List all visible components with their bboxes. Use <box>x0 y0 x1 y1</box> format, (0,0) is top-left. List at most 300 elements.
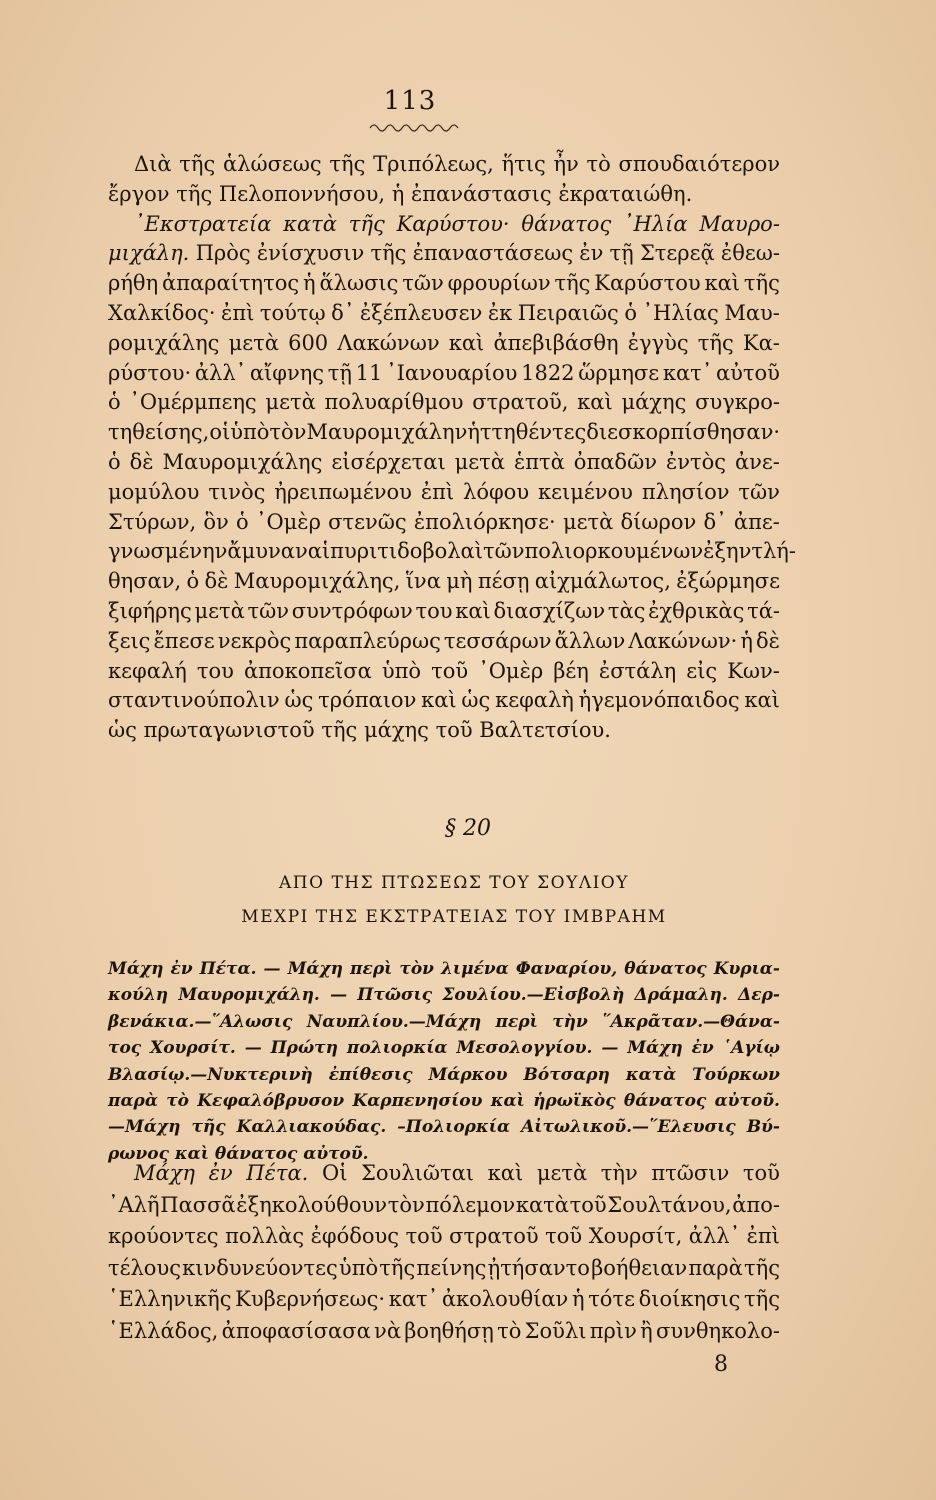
word: Τούρκων <box>692 1064 780 1085</box>
word: Διὰ <box>134 152 172 176</box>
word: στρατοῦ <box>449 1224 539 1248</box>
word: Χαλκίδος· <box>108 300 216 325</box>
word: ἐν <box>579 241 604 266</box>
text-line <box>108 982 780 1008</box>
word: τοῦ <box>435 718 480 743</box>
text-line <box>108 329 780 359</box>
word: ᾐτήσαντο <box>487 1255 590 1280</box>
word: Μάχη <box>627 1038 683 1059</box>
word: τῆς <box>191 1117 226 1138</box>
word: Καρύστου· <box>396 211 510 236</box>
word: ἐστάλη <box>598 658 677 683</box>
word: τῆς <box>176 181 219 206</box>
word: — <box>263 959 281 979</box>
word: δὲ <box>755 628 780 653</box>
word: ᾿Ομέρμπεης <box>129 390 257 415</box>
word: ἐκραταιώθη. <box>558 181 693 206</box>
word: διασχίζων <box>493 598 606 623</box>
word: ἐξώρμησε <box>676 569 780 594</box>
word: καὶ <box>490 1090 525 1111</box>
word: τὸ <box>497 1318 522 1343</box>
word: ἐπίθεσις <box>328 1064 413 1085</box>
text-line <box>108 567 780 597</box>
word: τὸ <box>586 152 611 176</box>
word: βοήθειαν <box>591 1255 688 1280</box>
word: ἐπανάστασις <box>410 181 559 206</box>
word: πτῶσιν <box>651 1161 730 1185</box>
word: Δερ- <box>738 985 780 1006</box>
word: τούτῳ <box>259 300 326 325</box>
word: μετὰ <box>194 598 245 623</box>
word: ἐξέπλευσεν <box>359 300 483 325</box>
word: ἡ <box>740 628 753 653</box>
word: πέσῃ <box>477 569 530 594</box>
word: του <box>196 658 234 683</box>
word: γνωσμένην <box>108 539 228 564</box>
word: βοηθήσῃ <box>404 1318 494 1343</box>
word: κατὰ <box>515 1192 569 1217</box>
word: τοῦ <box>405 1224 443 1248</box>
word: ὀπαδῶν <box>573 449 657 474</box>
word: ἐθεω- <box>720 241 780 266</box>
word: ὑπὸ <box>230 420 270 445</box>
text-line <box>108 716 780 746</box>
word: Τριπόλεως, <box>373 152 494 176</box>
text-line <box>108 1088 780 1114</box>
word: κατὰ <box>625 1064 677 1085</box>
word: αἱ <box>307 539 331 564</box>
word: Κων- <box>727 658 780 683</box>
section-mark: § 20 <box>445 816 491 841</box>
word: ἦν <box>553 152 579 176</box>
text-line <box>108 657 780 687</box>
word: Σουλίου.—Εἰσβολὴ <box>442 985 625 1006</box>
word: ᾿Ομὲρ <box>478 658 544 683</box>
word: καὶ <box>421 688 457 713</box>
word: Πελοποννήσου, <box>218 181 392 206</box>
word: τὸν <box>387 1192 425 1217</box>
word: τῆς <box>329 152 366 176</box>
word: θάνατος <box>214 1143 304 1164</box>
word: ἐν <box>208 1161 233 1185</box>
word: καὶ <box>455 598 491 623</box>
word: Βλασίῳ.—Νυκτερινὴ <box>108 1064 313 1085</box>
word: ἅλωσις <box>319 271 399 296</box>
word: Οἱ <box>321 1161 348 1185</box>
text-line <box>108 1221 780 1253</box>
word: συντρόφων <box>291 598 413 623</box>
word: ῞Ακρᾶταν.—Θάνα- <box>602 1011 780 1032</box>
word: πλησίον <box>641 479 730 504</box>
word: ὁ <box>186 569 200 594</box>
word: πολιορκουμένων <box>524 539 704 564</box>
word: μετὰ <box>536 1161 588 1185</box>
text-line <box>108 1253 780 1285</box>
word: πολλὰς <box>225 1224 305 1248</box>
word: καὶ <box>487 1161 524 1185</box>
word: ἢ <box>640 1318 653 1343</box>
word: ἀποφασίσασα <box>221 1318 371 1343</box>
word: πυριτιδοβολαὶ <box>330 539 483 564</box>
word: τῶν <box>247 598 290 623</box>
word: Πέτα. <box>246 1161 309 1185</box>
section-heading-line-2: ΜΕΧΡΙ ΤΗΣ ΕΚΣΤΡΑΤΕΙΑΣ ΤΟΥ ΙΜΒΡΑΗΜ <box>241 907 667 927</box>
word: τῆς <box>697 330 734 355</box>
word: ἡγεμονόπαιδος <box>578 688 740 713</box>
word: ᾿Ηλίας <box>642 300 719 325</box>
wavy-ornament-icon <box>368 120 464 134</box>
word: αὐτοῦ <box>715 360 780 385</box>
word: τὸν <box>399 959 434 979</box>
word: τῶν <box>482 539 525 564</box>
word: — <box>330 985 348 1006</box>
word: ὃν <box>203 509 229 534</box>
text-line <box>108 478 780 508</box>
word: τοῦ <box>431 658 469 683</box>
text-line <box>108 150 780 180</box>
word: καὶ <box>448 330 485 355</box>
word: ἄλλων <box>554 628 626 653</box>
chapter-summary <box>108 956 780 1167</box>
word: τότε <box>588 1287 635 1311</box>
word: μάχης <box>364 718 436 743</box>
word: ὁ <box>624 300 637 325</box>
word: Μαυρομιχάλης <box>162 449 323 474</box>
word: τοῦ <box>569 1192 607 1217</box>
word: πρὶν <box>589 1318 637 1343</box>
text-line <box>108 299 780 329</box>
word: μιχάλη. <box>108 241 190 266</box>
word: ὑπὸ <box>338 1255 379 1280</box>
word: τέλους <box>108 1255 181 1280</box>
word: βέη <box>553 658 589 683</box>
word: ῾Ελληνικῆς <box>108 1287 232 1311</box>
word: Σοῦλι <box>524 1318 587 1343</box>
word: Κα- <box>742 330 780 355</box>
word: μομύλου <box>108 479 200 504</box>
text-line <box>108 597 780 627</box>
word: ἐν <box>691 1038 714 1059</box>
word: ὡς <box>284 688 314 713</box>
word: δίωρον <box>620 509 697 534</box>
text-line <box>108 1114 780 1140</box>
word: ῾Αγίῳ <box>722 1038 780 1059</box>
text-line <box>108 1158 780 1190</box>
word: συνθηκολο- <box>656 1318 780 1343</box>
word: Βότσαρη <box>523 1064 610 1085</box>
word: ἀκολουθίαν <box>441 1287 569 1311</box>
word: ἐν <box>170 959 193 979</box>
word: Ναυπλίου.—Μάχη <box>306 1011 482 1032</box>
word: ὥρμησε <box>578 360 660 385</box>
word: τὴν <box>600 1161 638 1185</box>
word: τῆς <box>370 241 407 266</box>
word: ἑπτὰ <box>513 449 565 474</box>
word: ἀνε- <box>734 449 780 474</box>
word: τῆς <box>744 1255 780 1280</box>
word: καὶ <box>174 1143 215 1164</box>
word: ρομιχάλης <box>108 330 220 355</box>
word: ἔργον <box>108 181 177 206</box>
word: ἀπεβιβάσθη <box>493 330 619 355</box>
text-line <box>108 210 780 240</box>
word: ξεις <box>108 628 151 653</box>
word: φρουρίων <box>447 271 551 296</box>
word: Καρύστου <box>594 271 701 296</box>
word: ἡ <box>571 1287 585 1311</box>
word: Μαυρο- <box>699 211 780 236</box>
word: τῆς <box>379 1255 416 1280</box>
word: ἥτις <box>501 152 546 176</box>
word: τῶν <box>738 479 780 504</box>
word: ἀποκοπεῖσα <box>243 658 372 683</box>
word: ρύστου· <box>108 360 192 385</box>
word: ἀλλ᾿ <box>194 360 247 385</box>
word: σταντινούπολιν <box>108 688 280 713</box>
word: Λακώνων· <box>628 628 738 653</box>
word: κειμένου <box>537 479 633 504</box>
word: περὶ <box>350 959 393 979</box>
word: στενῶς <box>328 509 407 534</box>
word: —Μάχη <box>108 1117 181 1138</box>
text-line <box>108 1009 780 1035</box>
word: κινδυνεύοντες <box>182 1255 338 1280</box>
word: Μαυ- <box>724 300 780 325</box>
word: ἐπὶ <box>420 479 455 504</box>
word: ἔπεσε <box>153 628 215 653</box>
word: Πέτα. <box>199 959 257 979</box>
word: Βαλτετσίου. <box>479 718 611 743</box>
word: καὶ <box>744 688 780 713</box>
word: μὴ <box>446 569 473 594</box>
word: 1822 <box>521 360 575 385</box>
word: ἐπαναστάσεως <box>412 241 574 266</box>
word: Φαναρίου, <box>515 959 618 979</box>
word: μετὰ <box>265 390 316 415</box>
word: κρούοντες <box>108 1224 219 1248</box>
word: δ᾿ <box>703 509 727 534</box>
word: δὲ <box>204 569 229 594</box>
word: κατ᾿ <box>388 1287 439 1311</box>
word: παρὰ <box>688 1255 743 1280</box>
word: ἁλώσεως <box>222 152 322 176</box>
word: τος <box>108 1038 142 1059</box>
word: εἰσέρχεται <box>331 449 446 474</box>
word: ᾿Ιανουαρίου <box>386 360 518 385</box>
word: ἵνα <box>405 569 441 594</box>
word: τὴν <box>552 1011 588 1032</box>
word: ἐχθρικὰς <box>648 598 745 623</box>
word: Πτῶσις <box>357 985 433 1006</box>
word: πολιορκία <box>346 1038 448 1059</box>
word: Μάχη <box>108 959 164 979</box>
word: Καλλιακούδας. <box>236 1117 387 1138</box>
word: τά- <box>747 598 780 623</box>
word: παρὰ <box>108 1090 158 1111</box>
text-line <box>108 508 780 538</box>
word: Κεφαλόβρυσον <box>197 1090 345 1111</box>
word: κούλη <box>108 985 169 1006</box>
text-line <box>108 1035 780 1061</box>
word: ἐγγὺς <box>627 330 689 355</box>
word: ἐφόδους <box>310 1224 400 1248</box>
word: — <box>244 1038 262 1059</box>
word: Μαυρομιχάλη. <box>178 985 320 1006</box>
word: θησαν, <box>108 569 182 594</box>
text-line <box>108 956 780 982</box>
word: λιμένα <box>441 959 509 979</box>
word: δὲ <box>129 449 154 474</box>
word: τῆς <box>744 1287 780 1311</box>
word: πόλεμον <box>425 1192 516 1217</box>
word: ᾿Εκστρατεία <box>134 211 272 236</box>
word: βενάκια.—῞Αλωσις <box>108 1011 293 1032</box>
word: ἡττηθέντες <box>467 420 587 445</box>
word: στρατοῦ, <box>472 390 569 415</box>
word: ῾Ελλάδος, <box>108 1318 219 1343</box>
word: οἱ <box>209 420 231 445</box>
word: τῇ <box>327 360 352 385</box>
text-line <box>108 1316 780 1348</box>
word: νὰ <box>374 1318 401 1343</box>
word: ἐπὶ <box>221 300 255 325</box>
word: ὁ <box>108 390 121 415</box>
text-line <box>108 448 780 478</box>
word: ἐπολιόρκησε· <box>413 509 556 534</box>
word: Στύρων, <box>108 509 197 534</box>
word: Δράμαλη. <box>634 985 728 1006</box>
text-line <box>108 1190 780 1222</box>
text-line <box>108 180 780 210</box>
word: αὐτοῦ. <box>714 1090 780 1111</box>
word: αἰχμάλωτος, <box>534 569 671 594</box>
word: τὰς <box>607 598 646 623</box>
word: ρήθη <box>108 271 159 296</box>
page-number: 113 <box>383 86 437 116</box>
word: Μαυρομιχάλην <box>306 420 468 445</box>
word: τηθείσης, <box>108 420 210 445</box>
word: Σουλτάνου, <box>607 1192 732 1217</box>
word: πρωταγωνιστοῦ <box>143 718 322 743</box>
word: τρόπαιον <box>318 688 417 713</box>
word: Πειραιῶς <box>517 300 619 325</box>
word: ᾿Ηλία <box>623 211 688 236</box>
word: –Πολιορκία <box>397 1117 511 1138</box>
word: διεσκορπίσθησαν· <box>586 420 781 445</box>
word: τὸν <box>269 420 307 445</box>
word: καὶ <box>577 390 613 415</box>
word: συγκρο- <box>695 390 780 415</box>
word: Σουλιῶται <box>361 1161 475 1185</box>
word: Καρπενησίου <box>352 1090 483 1111</box>
word: Στερεᾷ <box>639 241 715 266</box>
word: ὡς <box>461 688 491 713</box>
word: αὐτοῦ. <box>303 1143 369 1164</box>
word: — <box>601 1038 619 1059</box>
word: μετὰ <box>454 449 505 474</box>
word: μετὰ <box>228 330 279 355</box>
text-line <box>108 359 780 389</box>
word: τοῦ <box>545 1224 583 1248</box>
word: νεκρὸς <box>217 628 292 653</box>
word: ξιφήρης <box>108 598 192 623</box>
word: τῆς <box>743 271 780 296</box>
word: περὶ <box>495 1011 538 1032</box>
word: ἐκ <box>487 300 513 325</box>
text-line <box>108 418 780 448</box>
word: Πρὸς <box>195 241 251 266</box>
word: θάνατος <box>624 959 707 979</box>
word: Κυρια- <box>713 959 780 979</box>
word: ἐξηκολούθουν <box>236 1192 388 1217</box>
word: Μαυρομιχάλης, <box>233 569 401 594</box>
word: ἀπο- <box>732 1192 780 1217</box>
word: Μάρκου <box>428 1064 508 1085</box>
word: ὁ <box>236 509 249 534</box>
word: Πρώτη <box>270 1038 338 1059</box>
word: πείνης <box>416 1255 487 1280</box>
word: Λακώνων <box>337 330 440 355</box>
word: πολυαρίθμου <box>324 390 464 415</box>
word: τῇ <box>609 241 634 266</box>
word: ἐντὸς <box>665 449 726 474</box>
word: Χουρσίτ. <box>150 1038 236 1059</box>
word: ἄμυναν <box>227 539 308 564</box>
word: ᾿Αλῆ <box>108 1192 160 1217</box>
word: θάνατος <box>521 211 612 236</box>
signature-mark: 8 <box>714 1352 728 1377</box>
word: ἐνίσχυσιν <box>256 241 365 266</box>
word: Πασσᾶ <box>160 1192 236 1217</box>
word: ἐπὶ <box>746 1224 780 1248</box>
word: μάχης <box>621 390 687 415</box>
word: ἡρωϊκὸς <box>533 1090 616 1111</box>
word: κεφαλὴ <box>495 688 574 713</box>
word: τῶν <box>402 271 444 296</box>
text-line <box>108 627 780 657</box>
word: ὡς <box>108 718 144 743</box>
word: ἐξηντλή- <box>703 539 796 564</box>
text-line <box>108 239 780 269</box>
word: 600 <box>288 330 329 355</box>
word: εἰς <box>686 658 718 683</box>
word: λόφου <box>463 479 530 504</box>
word: ᾿Ομὲρ <box>255 509 321 534</box>
word: Μάχη <box>287 959 344 979</box>
word: τῆς <box>554 271 591 296</box>
word: καὶ <box>704 271 741 296</box>
word: θάνατος <box>623 1090 707 1111</box>
word: τῆς <box>179 152 216 176</box>
word: Βύ- <box>746 1117 780 1138</box>
word: ἡ <box>391 181 411 206</box>
word: του <box>415 598 453 623</box>
text-line <box>108 686 780 716</box>
word: δ᾿ <box>331 300 355 325</box>
word: σπουδαιότερον <box>618 152 780 176</box>
word: Μεσολογγίου. <box>456 1038 593 1059</box>
word: ἠρειπωμένου <box>274 479 412 504</box>
word: 11 <box>355 360 383 385</box>
word: Χουρσίτ, <box>588 1224 683 1248</box>
word: Μάχη <box>134 1161 195 1185</box>
word: μετὰ <box>562 509 614 534</box>
word: Κυβερνήσεως· <box>235 1287 386 1311</box>
word: ἀπαραίτητος <box>162 271 300 296</box>
text-line <box>108 388 780 418</box>
word: ἀλλ᾿ <box>688 1224 741 1248</box>
word: τινὸς <box>208 479 266 504</box>
